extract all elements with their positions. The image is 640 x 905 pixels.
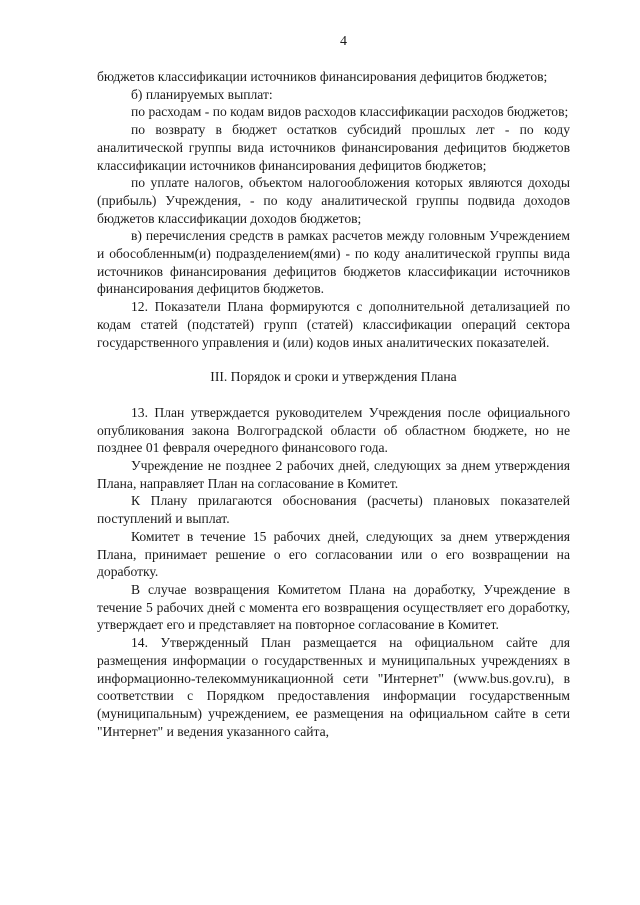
paragraph: Учреждение не позднее 2 рабочих дней, следующих за днем утверждения Плана, направляет План на согласование в Комитет.	[97, 458, 570, 491]
paragraph: 14. Утвержденный План размещается на официальном сайте для размещения информации о государственных и муниципальных учреждениях в информационно-телекоммуникационной сети "Интернет" (www.bus.gov.ru), в соответствии с Порядком предоставления информации государственным (муниципальным) учреждением, ее размещения на официальном сайте в сети "Интернет" и ведения указанного сайта,	[97, 635, 570, 739]
section-top-text	[97, 68, 570, 351]
paragraph: в) перечисления средств в рамках расчетов между головным Учреждением и обособленным(и) подразделением(ями) - по коду аналитической группы вида источников финансирования дефицитов бюджетов классификации источников финансирования дефицитов бюджетов.	[97, 228, 570, 297]
page-number: 4	[340, 34, 347, 49]
paragraph: В случае возвращения Комитетом Плана на доработку, Учреждение в течение 5 рабочих дней с момента его возвращения осуществляет его доработку, утверждает его и представляет на повторное согласование в Комитет.	[97, 581, 570, 633]
paragraph: по уплате налогов, объектом налогообложения которых являются доходы (прибыль) Учреждения, - по коду аналитической группы подвида доходов бюджетов классификации доходов бюджетов;	[97, 175, 570, 226]
paragraph: по возврату в бюджет остатков субсидий прошлых лет - по коду аналитической группы вида источников финансирования дефицитов бюджетов классификации источников финансирования дефицитов бюджетов;	[97, 122, 570, 173]
section-heading: III. Порядок и сроки и утверждения Плана	[210, 369, 457, 385]
paragraph: 13. План утверждается руководителем Учреждения после официального опубликования закона Волгоградской области об областном бюджете, но не позднее 01 февраля очередного финансового года.	[97, 404, 570, 456]
document-body	[97, 68, 570, 740]
paragraph: К Плану прилагаются обоснования (расчеты) плановых показателей поступлений и выплат.	[97, 493, 570, 527]
paragraph: 12. Показатели Плана формируются с дополнительной детализацией по кодам статей (подстатей) групп (статей) классификации операций сектора государственного управления и (или) кодов иных аналитических показателей.	[97, 299, 570, 350]
paragraph: по расходам - по кодам видов расходов классификации расходов бюджетов;	[131, 104, 569, 120]
paragraph: б) планируемых выплат:	[131, 86, 273, 102]
section-bottom-text	[97, 404, 570, 740]
paragraph: Комитет в течение 15 рабочих дней, следующих за днем утверждения Плана, принимает решение о его согласовании или о его возвращении на доработку.	[97, 528, 570, 580]
paragraph: бюджетов классификации источников финансирования дефицитов бюджетов;	[97, 69, 548, 84]
